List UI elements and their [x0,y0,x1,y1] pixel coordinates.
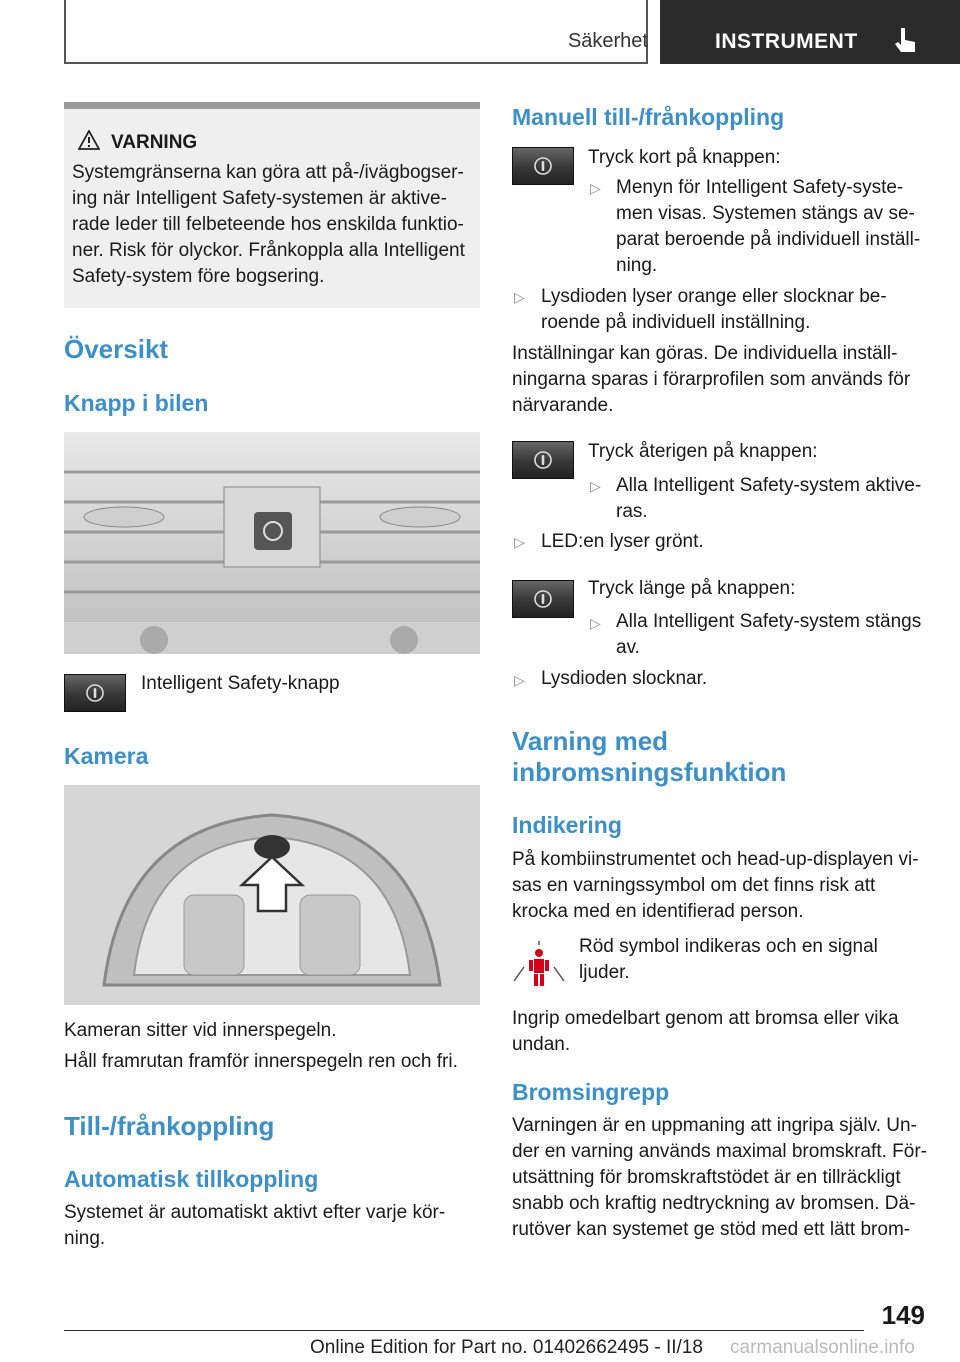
triangle-bullet-icon: ▷ [590,478,601,494]
chapter-label: INSTRUMENT [715,30,858,53]
kamera-title: Kamera [64,743,149,769]
button-caption: Intelligent Safety-knapp [141,673,340,694]
press-short-text: Tryck kort på knappen: [588,147,781,168]
intelligent-safety-button-icon [512,147,574,185]
press-short-bullet: Menyn för Intelligent Safety-syste- men visas. Systemen stängs av se- parat beroende på individuell inställ- ning. [616,177,921,276]
press-again-bullet: Alla Intelligent Safety-system aktive- ras. [616,475,922,522]
watermark: carmanualsonline.info [730,1337,915,1358]
press-long-bullet: Alla Intelligent Safety-system stängs av. [616,611,922,658]
warning-text: Systemgränserna kan göra att på-/ivägbogser- ing när Intelligent Safety-systemen är aktive- rade leder till felbeteende hos enskilda funktio- ner. Risk för olyckor. Frånkoppla alla Intelligent Safety-system före bogsering. [72,162,465,287]
red-symbol-text: Röd symbol indikeras och en signal ljuder. [579,936,878,983]
auto-title: Automatisk tillkoppling [64,1166,319,1192]
broms-text: Varningen är en uppmaning att ingripa själv. Un- der en varning används maximal bromskraft. För- utsättning för bromskraftstödet är en tillräckligt snabb och kraftig nedtryckning av bromsen. Dä- rutöver kan systemet ge stöd med ett lätt brom- [512,1115,927,1240]
indikering-title: Indikering [512,812,622,838]
kamera-text-2: Håll framrutan framför innerspegeln ren och fri. [64,1051,458,1072]
press-again-text: Tryck återigen på knappen: [588,441,818,462]
till-title: Till-/frånkoppling [64,1111,275,1141]
triangle-bullet-icon: ▷ [590,180,601,196]
triangle-bullet-icon: ▷ [514,672,525,688]
triangle-bullet-icon: ▷ [514,534,525,550]
varning-title: Varning med inbromsningsfunktion [512,726,787,787]
led-bullet-1: Lysdioden lyser orange eller slocknar be- roende på individuell inställning. [541,286,887,333]
header-left-box [64,0,648,64]
warning-triangle-icon [78,130,100,150]
intelligent-safety-button-icon [512,441,574,479]
led-bullet-3: Lysdioden slocknar. [541,668,708,689]
knapp-title: Knapp i bilen [64,390,209,416]
auto-text: Systemet är automatiskt aktivt efter varje kör- ning. [64,1202,446,1249]
kamera-text-1: Kameran sitter vid innerspegeln. [64,1020,337,1041]
page-number: 149 [881,1300,925,1330]
intelligent-safety-button-icon [64,674,126,712]
broms-title: Bromsingrepp [512,1079,670,1105]
manuell-title: Manuell till-/frånkoppling [512,104,785,130]
intelligent-safety-button-icon [512,580,574,618]
overview-title: Översikt [64,334,169,364]
led-bullet-2: LED:en lyser grönt. [541,531,704,552]
section-label: Säkerhet [567,30,648,52]
indikering-text: På kombiinstrumentet och head-up-displayen vi- sas en varningssymbol om det finns risk att krocka med en identifierad person. [512,849,919,922]
triangle-bullet-icon: ▷ [590,615,601,631]
footer-divider [64,1330,864,1331]
settings-text: Inställningar kan göras. De individuella inställ- ningarna sparas i förarprofilen som används för närvarande. [512,343,911,416]
camera-photo [64,785,480,1005]
dashboard-photo [64,432,480,654]
pedestrian-warning-icon [512,941,566,991]
warning-title: VARNING [111,132,198,153]
edition-text: Online Edition for Part no. 01402662495 - II/18 [310,1337,703,1358]
press-long-text: Tryck länge på knappen: [588,578,796,599]
ingrip-text: Ingrip omedelbart genom att bromsa eller vika undan. [512,1008,899,1055]
triangle-bullet-icon: ▷ [514,289,525,305]
hand-pointer-icon [893,26,921,56]
